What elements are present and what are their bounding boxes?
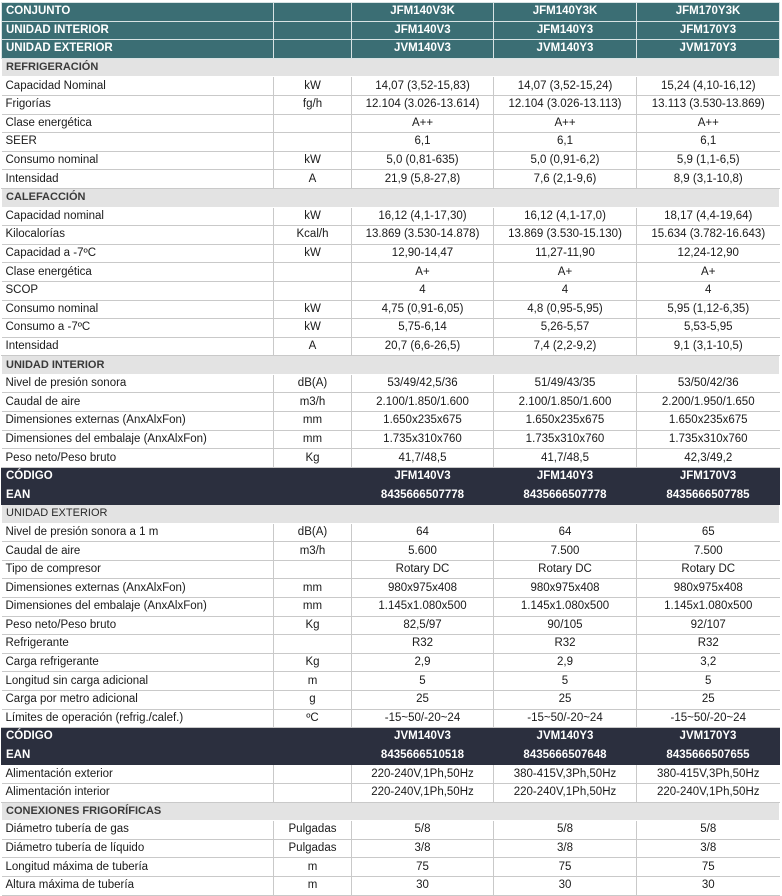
table-cell: kW — [274, 319, 352, 338]
table-row — [2, 374, 780, 393]
table-cell: 2.100/1.850/1.600 — [494, 393, 637, 412]
table-cell: dB(A) — [274, 523, 352, 542]
table-cell: 3/8 — [637, 839, 780, 858]
table-cell: JVM140Y3 — [494, 40, 637, 59]
table-cell: JVM170Y3 — [637, 40, 780, 59]
table-cell: 5,53-5,95 — [637, 319, 780, 338]
table-cell: Consumo a -7ºC — [2, 319, 274, 338]
table-cell: 15,24 (4,10-16,12) — [637, 77, 780, 96]
table-cell: 25 — [637, 690, 780, 709]
table-cell: 90/105 — [494, 616, 637, 635]
header-unidad-interior — [2, 21, 780, 40]
table-cell: JVM140V3 — [352, 728, 494, 747]
table-cell: CÓDIGO — [2, 728, 274, 747]
table-cell: 75 — [494, 858, 637, 877]
table-row — [2, 207, 780, 226]
table-cell: 20,7 (6,6-26,5) — [352, 337, 494, 356]
table-cell: 51/49/43/35 — [494, 374, 637, 393]
table-cell: R32 — [352, 635, 494, 654]
table-cell: 21,9 (5,8-27,8) — [352, 170, 494, 189]
table-row — [2, 281, 780, 300]
table-cell: 7.500 — [494, 542, 637, 561]
table-cell: 6,1 — [494, 133, 637, 152]
table-cell: REFRIGERACIÓN — [2, 58, 780, 77]
table-cell: Capacidad a -7ºC — [2, 244, 274, 263]
table-cell — [274, 3, 352, 22]
table-cell: 220-240V,1Ph,50Hz — [494, 783, 637, 802]
header-conjunto — [2, 3, 780, 22]
table-cell: Capacidad Nominal — [2, 77, 274, 96]
table-cell: 2.100/1.850/1.600 — [352, 393, 494, 412]
table-cell: 13.869 (3.530-15.130) — [494, 226, 637, 245]
table-cell: UNIDAD EXTERIOR — [2, 40, 274, 59]
table-cell: Frigorías — [2, 95, 274, 114]
table-cell: SEER — [2, 133, 274, 152]
table-cell: Consumo nominal — [2, 300, 274, 319]
table-cell: 5,0 (0,91-6,2) — [494, 151, 637, 170]
table-row — [2, 672, 780, 691]
table-row — [2, 709, 780, 728]
table-cell: 15.634 (3.782-16.643) — [637, 226, 780, 245]
table-cell: mm — [274, 430, 352, 449]
table-cell: Límites de operación (refrig./calef.) — [2, 709, 274, 728]
table-cell: 5 — [352, 672, 494, 691]
table-cell — [274, 560, 352, 579]
table-cell: 4 — [637, 281, 780, 300]
codigo-exterior-row — [2, 728, 780, 747]
table-cell: Caudal de aire — [2, 542, 274, 561]
table-cell: 220-240V,1Ph,50Hz — [352, 765, 494, 784]
table-cell: 75 — [352, 858, 494, 877]
table-cell: CALEFACCIÓN — [2, 188, 780, 207]
table-cell: Peso neto/Peso bruto — [2, 449, 274, 468]
table-cell: 18,17 (4,4-19,64) — [637, 207, 780, 226]
table-cell: Kg — [274, 449, 352, 468]
table-cell: Nivel de presión sonora — [2, 374, 274, 393]
table-row — [2, 114, 780, 133]
table-cell: Alimentación exterior — [2, 765, 274, 784]
table-cell — [274, 728, 352, 747]
table-cell: JFM140Y3K — [494, 3, 637, 22]
table-cell: UNIDAD EXTERIOR — [2, 505, 780, 524]
table-cell: m3/h — [274, 393, 352, 412]
table-cell: kW — [274, 300, 352, 319]
table-cell: 980x975x408 — [637, 579, 780, 598]
table-cell: Kcal/h — [274, 226, 352, 245]
table-cell: Kg — [274, 653, 352, 672]
table-cell: Clase energética — [2, 263, 274, 282]
table-cell: 4 — [352, 281, 494, 300]
table-cell: 5,26-5,57 — [494, 319, 637, 338]
table-row — [2, 560, 780, 579]
table-cell: 42,3/49,2 — [637, 449, 780, 468]
table-row — [2, 858, 780, 877]
table-row — [2, 319, 780, 338]
table-cell: Rotary DC — [637, 560, 780, 579]
table-cell — [274, 765, 352, 784]
table-cell: Intensidad — [2, 170, 274, 189]
table-cell: JFM170Y3K — [637, 3, 780, 22]
table-cell: 14,07 (3,52-15,24) — [494, 77, 637, 96]
table-row — [2, 244, 780, 263]
table-cell: 8435666507655 — [637, 746, 780, 765]
table-row — [2, 765, 780, 784]
table-cell — [274, 783, 352, 802]
table-cell: JFM140Y3 — [494, 21, 637, 40]
table-cell: 1.145x1.080x500 — [494, 598, 637, 617]
table-cell: 3/8 — [494, 839, 637, 858]
table-cell: 5/8 — [352, 821, 494, 840]
specs-table — [1, 2, 780, 896]
header-unidad-exterior — [2, 40, 780, 59]
table-cell: CÓDIGO — [2, 467, 274, 486]
table-cell: 4,8 (0,95-5,95) — [494, 300, 637, 319]
table-cell: 5 — [494, 672, 637, 691]
table-cell: A — [274, 337, 352, 356]
table-cell: 65 — [637, 523, 780, 542]
table-row — [2, 616, 780, 635]
table-cell: 41,7/48,5 — [494, 449, 637, 468]
table-cell: A+ — [352, 263, 494, 282]
table-cell: A++ — [637, 114, 780, 133]
table-cell: 4 — [494, 281, 637, 300]
table-cell: 53/49/42,5/36 — [352, 374, 494, 393]
table-row — [2, 783, 780, 802]
table-cell: Kilocalorías — [2, 226, 274, 245]
table-cell: 14,07 (3,52-15,83) — [352, 77, 494, 96]
table-cell: kW — [274, 151, 352, 170]
table-cell — [274, 114, 352, 133]
table-cell: mm — [274, 598, 352, 617]
table-cell: Dimensiones externas (AnxAlxFon) — [2, 579, 274, 598]
table-cell: Diámetro tubería de líquido — [2, 839, 274, 858]
table-cell: Dimensiones del embalaje (AnxAlxFon) — [2, 430, 274, 449]
table-cell: 12,90-14,47 — [352, 244, 494, 263]
table-cell: dB(A) — [274, 374, 352, 393]
table-cell: 75 — [637, 858, 780, 877]
table-row — [2, 95, 780, 114]
table-cell: Peso neto/Peso bruto — [2, 616, 274, 635]
table-row — [2, 263, 780, 282]
table-cell: R32 — [494, 635, 637, 654]
table-cell: 12.104 (3.026-13.614) — [352, 95, 494, 114]
table-cell: 3/8 — [352, 839, 494, 858]
table-cell: 380-415V,3Ph,50Hz — [494, 765, 637, 784]
table-cell: kW — [274, 77, 352, 96]
table-cell: A+ — [637, 263, 780, 282]
table-cell: -15~50/-20~24 — [352, 709, 494, 728]
table-cell: 5.600 — [352, 542, 494, 561]
table-row — [2, 300, 780, 319]
table-cell: JFM140Y3 — [494, 467, 637, 486]
table-cell: 5,95 (1,12-6,35) — [637, 300, 780, 319]
section-conexiones — [2, 802, 780, 821]
table-cell: mm — [274, 412, 352, 431]
table-cell: 16,12 (4,1-17,0) — [494, 207, 637, 226]
table-cell: 64 — [494, 523, 637, 542]
table-cell: Alimentación interior — [2, 783, 274, 802]
table-cell: 64 — [352, 523, 494, 542]
table-cell: Dimensiones externas (AnxAlxFon) — [2, 412, 274, 431]
table-row — [2, 77, 780, 96]
table-cell: m — [274, 858, 352, 877]
table-cell: 16,12 (4,1-17,30) — [352, 207, 494, 226]
table-cell: Dimensiones del embalaje (AnxAlxFon) — [2, 598, 274, 617]
table-cell: Longitud máxima de tubería — [2, 858, 274, 877]
table-row — [2, 170, 780, 189]
table-cell: 380-415V,3Ph,50Hz — [637, 765, 780, 784]
table-cell: 8,9 (3,1-10,8) — [637, 170, 780, 189]
table-cell: Pulgadas — [274, 839, 352, 858]
table-cell: 8435666507648 — [494, 746, 637, 765]
table-cell: JFM170V3 — [637, 467, 780, 486]
table-cell: 92/107 — [637, 616, 780, 635]
table-cell: 6,1 — [352, 133, 494, 152]
table-cell: 980x975x408 — [352, 579, 494, 598]
table-cell: Capacidad nominal — [2, 207, 274, 226]
table-cell: m — [274, 876, 352, 895]
table-cell: 1.735x310x760 — [494, 430, 637, 449]
table-cell: UNIDAD INTERIOR — [2, 356, 780, 375]
table-cell: JFM170Y3 — [637, 21, 780, 40]
table-cell: fg/h — [274, 95, 352, 114]
table-cell: 2.200/1.950/1.650 — [637, 393, 780, 412]
table-cell: 7,4 (2,2-9,2) — [494, 337, 637, 356]
table-cell: Caudal de aire — [2, 393, 274, 412]
table-cell: Rotary DC — [494, 560, 637, 579]
table-cell: 25 — [494, 690, 637, 709]
table-row — [2, 449, 780, 468]
table-cell: Diámetro tubería de gas — [2, 821, 274, 840]
table-cell — [274, 40, 352, 59]
table-cell: 8435666510518 — [352, 746, 494, 765]
table-cell: 12,24-12,90 — [637, 244, 780, 263]
table-cell: Longitud sin carga adicional — [2, 672, 274, 691]
table-row — [2, 876, 780, 895]
table-cell: CONJUNTO — [2, 3, 274, 22]
table-cell: R32 — [637, 635, 780, 654]
table-cell: g — [274, 690, 352, 709]
table-cell: 220-240V,1Ph,50Hz — [352, 783, 494, 802]
table-cell: CONEXIONES FRIGORÍFICAS — [2, 802, 780, 821]
table-row — [2, 226, 780, 245]
table-cell: A++ — [494, 114, 637, 133]
table-row — [2, 690, 780, 709]
table-cell: 980x975x408 — [494, 579, 637, 598]
table-cell: 53/50/42/36 — [637, 374, 780, 393]
table-cell: 1.145x1.080x500 — [637, 598, 780, 617]
ean-exterior-row — [2, 746, 780, 765]
table-cell: Consumo nominal — [2, 151, 274, 170]
table-row — [2, 133, 780, 152]
table-cell: mm — [274, 579, 352, 598]
table-cell: 4,75 (0,91-6,05) — [352, 300, 494, 319]
table-cell: 12.104 (3.026-13.113) — [494, 95, 637, 114]
table-row — [2, 151, 780, 170]
table-cell: JVM140Y3 — [494, 728, 637, 747]
table-cell: 3,2 — [637, 653, 780, 672]
table-cell: 82,5/97 — [352, 616, 494, 635]
table-cell: Kg — [274, 616, 352, 635]
table-cell: A+ — [494, 263, 637, 282]
table-cell: 1.145x1.080x500 — [352, 598, 494, 617]
table-row — [2, 821, 780, 840]
table-cell: kW — [274, 207, 352, 226]
table-cell: 13.113 (3.530-13.869) — [637, 95, 780, 114]
table-cell — [274, 486, 352, 505]
table-cell: 1.650x235x675 — [637, 412, 780, 431]
table-cell: Nivel de presión sonora a 1 m — [2, 523, 274, 542]
table-cell: -15~50/-20~24 — [637, 709, 780, 728]
table-cell: 8435666507778 — [352, 486, 494, 505]
table-cell: 1.735x310x760 — [637, 430, 780, 449]
table-row — [2, 412, 780, 431]
table-row — [2, 579, 780, 598]
table-cell — [274, 281, 352, 300]
table-row — [2, 635, 780, 654]
table-cell: Refrigerante — [2, 635, 274, 654]
table-cell: Intensidad — [2, 337, 274, 356]
table-cell: Rotary DC — [352, 560, 494, 579]
table-cell: 5,0 (0,81-635) — [352, 151, 494, 170]
table-cell: 25 — [352, 690, 494, 709]
table-cell: Clase energética — [2, 114, 274, 133]
table-cell: 11,27-11,90 — [494, 244, 637, 263]
table-cell: 30 — [352, 876, 494, 895]
table-cell: 13.869 (3.530-14.878) — [352, 226, 494, 245]
table-cell: JVM140V3 — [352, 40, 494, 59]
table-cell: Pulgadas — [274, 821, 352, 840]
table-cell: Carga refrigerante — [2, 653, 274, 672]
table-cell — [274, 635, 352, 654]
table-cell: SCOP — [2, 281, 274, 300]
table-cell: Altura máxima de tubería — [2, 876, 274, 895]
table-cell — [274, 263, 352, 282]
table-cell: kW — [274, 244, 352, 263]
table-cell: A — [274, 170, 352, 189]
table-cell: ºC — [274, 709, 352, 728]
table-row — [2, 542, 780, 561]
table-cell: 6,1 — [637, 133, 780, 152]
table-cell: 7.500 — [637, 542, 780, 561]
table-cell: m — [274, 672, 352, 691]
table-cell: 9,1 (3,1-10,5) — [637, 337, 780, 356]
table-cell: 41,7/48,5 — [352, 449, 494, 468]
table-cell: Tipo de compresor — [2, 560, 274, 579]
table-cell: 5/8 — [494, 821, 637, 840]
table-cell: 8435666507785 — [637, 486, 780, 505]
table-cell: 30 — [637, 876, 780, 895]
section-unidad-exterior — [2, 505, 780, 524]
table-cell: m3/h — [274, 542, 352, 561]
table-cell: JFM140V3 — [352, 21, 494, 40]
table-cell: 1.650x235x675 — [494, 412, 637, 431]
table-cell — [274, 746, 352, 765]
section-refrigeracion — [2, 58, 780, 77]
table-cell: JFM140V3K — [352, 3, 494, 22]
table-cell: 7,6 (2,1-9,6) — [494, 170, 637, 189]
table-row — [2, 393, 780, 412]
table-row — [2, 598, 780, 617]
table-cell: Carga por metro adicional — [2, 690, 274, 709]
table-cell: 8435666507778 — [494, 486, 637, 505]
table-cell: UNIDAD INTERIOR — [2, 21, 274, 40]
table-cell — [274, 133, 352, 152]
table-row — [2, 430, 780, 449]
table-cell: 5/8 — [637, 821, 780, 840]
table-row — [2, 337, 780, 356]
table-cell: JVM170Y3 — [637, 728, 780, 747]
section-unidad-interior — [2, 356, 780, 375]
table-cell: 220-240V,1Ph,50Hz — [637, 783, 780, 802]
table-cell: 2,9 — [352, 653, 494, 672]
table-cell: 30 — [494, 876, 637, 895]
codigo-interior-row — [2, 467, 780, 486]
table-cell: EAN — [2, 486, 274, 505]
table-cell — [274, 21, 352, 40]
table-cell: -15~50/-20~24 — [494, 709, 637, 728]
ean-interior-row — [2, 486, 780, 505]
table-cell: 1.650x235x675 — [352, 412, 494, 431]
table-cell: 1.735x310x760 — [352, 430, 494, 449]
section-calefaccion — [2, 188, 780, 207]
table-cell: 2,9 — [494, 653, 637, 672]
table-cell: 5 — [637, 672, 780, 691]
table-cell: JFM140V3 — [352, 467, 494, 486]
table-row — [2, 653, 780, 672]
table-cell: A++ — [352, 114, 494, 133]
table-cell: 5,75-6,14 — [352, 319, 494, 338]
table-row — [2, 523, 780, 542]
table-cell: 5,9 (1,1-6,5) — [637, 151, 780, 170]
table-cell — [274, 467, 352, 486]
table-cell: EAN — [2, 746, 274, 765]
